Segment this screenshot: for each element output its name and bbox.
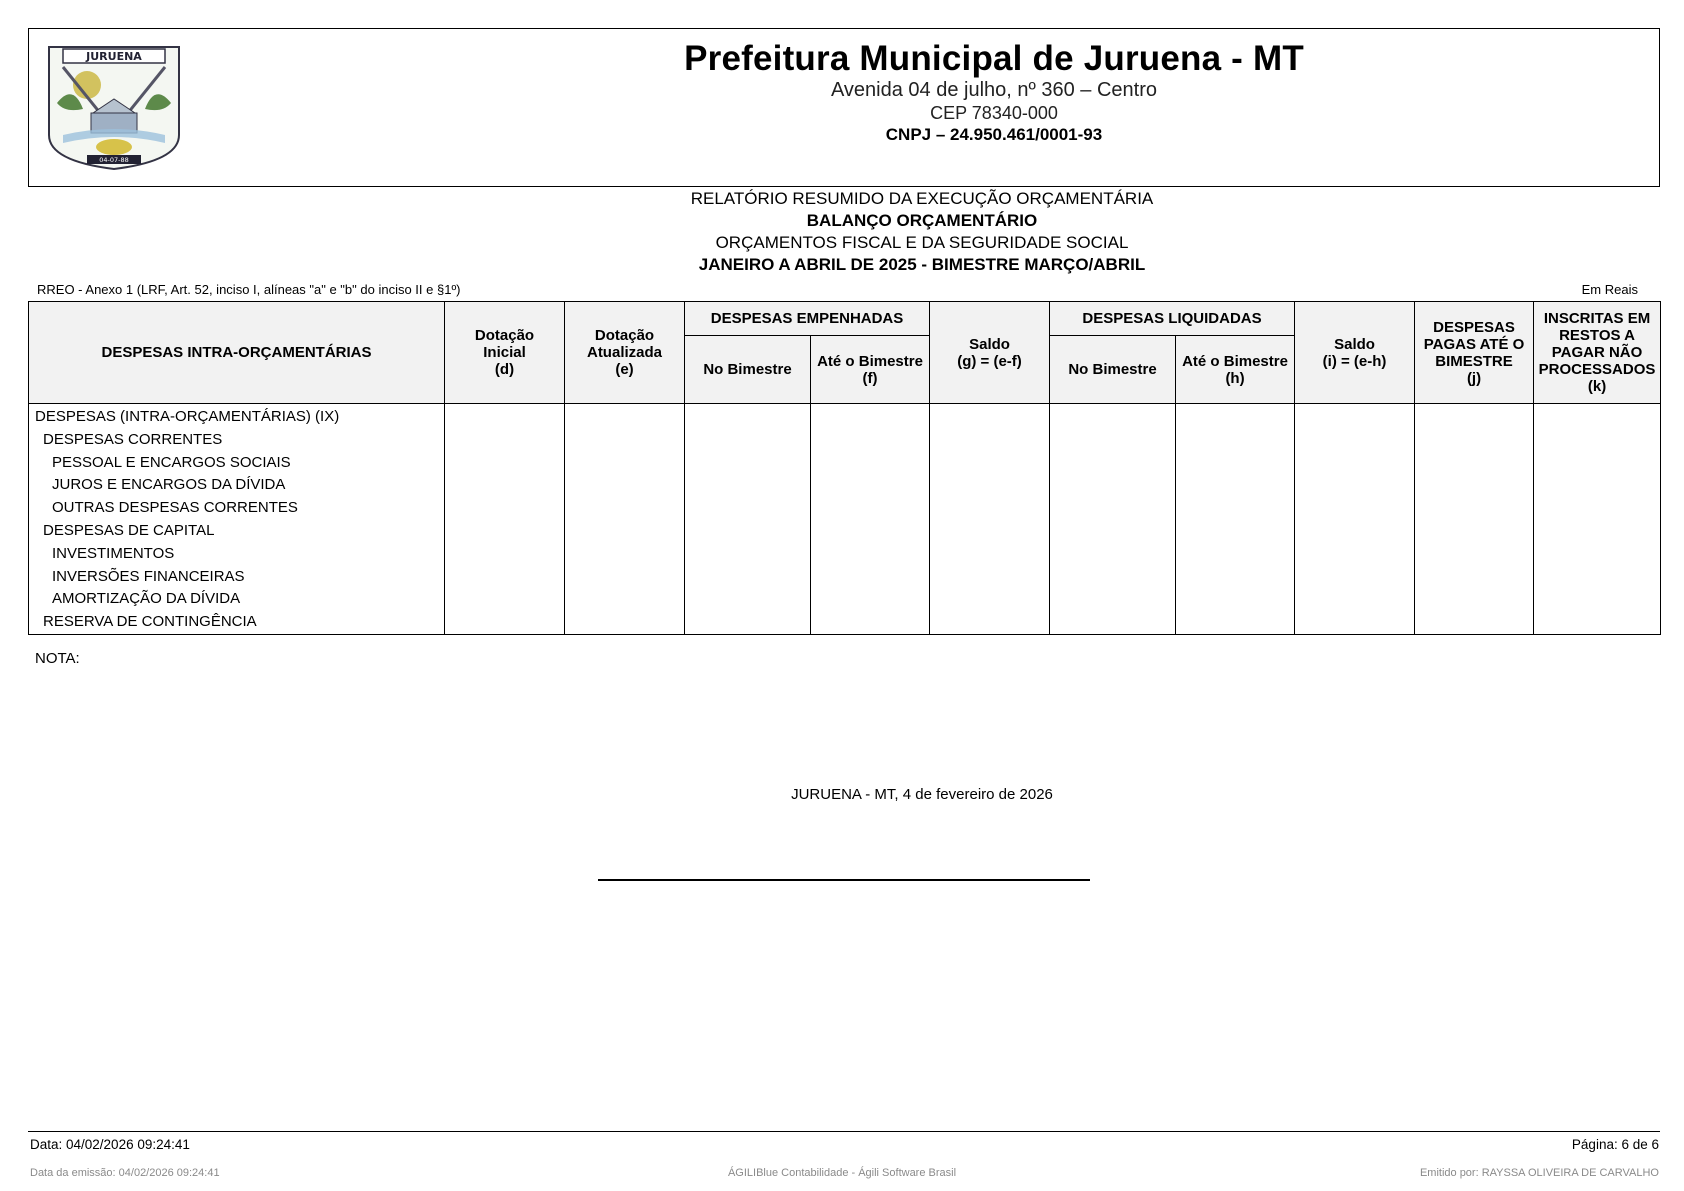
- value-cell: [811, 404, 930, 635]
- report-title-1: RELATÓRIO RESUMIDO DA EXECUÇÃO ORÇAMENTÁRIA: [690, 189, 1154, 208]
- value-cell: [565, 404, 685, 635]
- col-header-despesas-pagas: DESPESAS PAGAS ATÉ O BIMESTRE (j): [1415, 302, 1534, 404]
- footer-page-number: Página: 6 de 6: [1571, 1137, 1659, 1152]
- report-period: JANEIRO A ABRIL DE 2025 - BIMESTRE MARÇO/ABRIL: [698, 255, 1146, 274]
- value-cell: [1415, 404, 1534, 635]
- value-cell: [930, 404, 1050, 635]
- footer-issued-by: Emitido por: RAYSSA OLIVEIRA DE CARVALHO: [1419, 1167, 1659, 1179]
- svg-text:04-07-88: 04-07-88: [99, 156, 129, 164]
- col-header-inscritas-restos: INSCRITAS EM RESTOS A PAGAR NÃO PROCESSADOS (k): [1534, 302, 1661, 404]
- col-header-dotacao-atualizada: Dotação Atualizada (e): [565, 302, 685, 404]
- table-row-label: DESPESAS CORRENTES: [43, 430, 223, 448]
- table-row-label: INVERSÕES FINANCEIRAS: [52, 567, 245, 585]
- annex-reference: RREO - Anexo 1 (LRF, Art. 52, inciso I, alíneas "a" e "b" do inciso II e §1º): [37, 282, 461, 297]
- table-row-label: DESPESAS DE CAPITAL: [43, 521, 215, 539]
- table-row-label: RESERVA DE CONTINGÊNCIA: [43, 613, 257, 631]
- org-cep: CEP 78340-000: [930, 103, 1058, 123]
- report-titles: [0, 188, 1684, 276]
- value-cell: [445, 404, 565, 635]
- table-row-label: PESSOAL E ENCARGOS SOCIAIS: [52, 453, 291, 471]
- col-header-despesas: DESPESAS INTRA-ORÇAMENTÁRIAS: [29, 302, 445, 404]
- svg-text:JURUENA: JURUENA: [86, 50, 142, 63]
- table-row-label: OUTRAS DESPESAS CORRENTES: [52, 499, 298, 517]
- budget-table: [28, 301, 1661, 635]
- col-header-liq-ate-bimestre: Até o Bimestre (h): [1176, 336, 1295, 404]
- letterhead: [28, 28, 1660, 187]
- table-row-label: AMORTIZAÇÃO DA DÍVIDA: [52, 590, 241, 608]
- col-header-saldo-i: Saldo (i) = (e-h): [1295, 302, 1415, 404]
- org-name: Prefeitura Municipal de Juruena - MT: [684, 39, 1304, 78]
- org-address: Avenida 04 de julho, nº 360 – Centro: [830, 79, 1158, 101]
- report-title-3: ORÇAMENTOS FISCAL E DA SEGURIDADE SOCIAL: [715, 233, 1129, 252]
- col-header-dotacao-inicial: Dotação Inicial (d): [445, 302, 565, 404]
- value-cell: [1176, 404, 1295, 635]
- col-header-liq-no-bimestre: No Bimestre: [1050, 336, 1176, 404]
- place-date: JURUENA - MT, 4 de fevereiro de 2026: [791, 786, 1053, 803]
- signature-line: [598, 879, 1090, 881]
- row-labels-cell: [29, 404, 445, 635]
- nota-label: NOTA:: [35, 650, 80, 667]
- footer-divider: [28, 1131, 1660, 1132]
- currency-unit: Em Reais: [1581, 282, 1638, 297]
- col-header-emp-no-bimestre: No Bimestre: [685, 336, 811, 404]
- value-cell: [1295, 404, 1415, 635]
- footer-date: Data: 04/02/2026 09:24:41: [30, 1137, 190, 1152]
- table-row-label: INVESTIMENTOS: [52, 544, 175, 562]
- org-cnpj: CNPJ – 24.950.461/0001-93: [885, 125, 1103, 144]
- value-cell: [685, 404, 811, 635]
- report-title-2: BALANÇO ORÇAMENTÁRIO: [806, 211, 1038, 230]
- col-header-saldo-g: Saldo (g) = (e-f): [930, 302, 1050, 404]
- footer-software: ÁGILIBlue Contabilidade - Ágili Software Brasil: [727, 1167, 957, 1179]
- col-header-despesas-empenhadas: DESPESAS EMPENHADAS: [685, 302, 930, 336]
- footer-emission-date: Data da emissão: 04/02/2026 09:24:41: [30, 1167, 220, 1179]
- value-cell: [1534, 404, 1661, 635]
- col-header-emp-ate-bimestre: Até o Bimestre (f): [811, 336, 930, 404]
- col-header-despesas-liquidadas: DESPESAS LIQUIDADAS: [1050, 302, 1295, 336]
- table-row-label: DESPESAS (INTRA-ORÇAMENTÁRIAS) (IX): [35, 408, 340, 425]
- row-labels: [29, 404, 444, 634]
- table-row-label: JUROS E ENCARGOS DA DÍVIDA: [52, 476, 286, 494]
- value-cell: [1050, 404, 1176, 635]
